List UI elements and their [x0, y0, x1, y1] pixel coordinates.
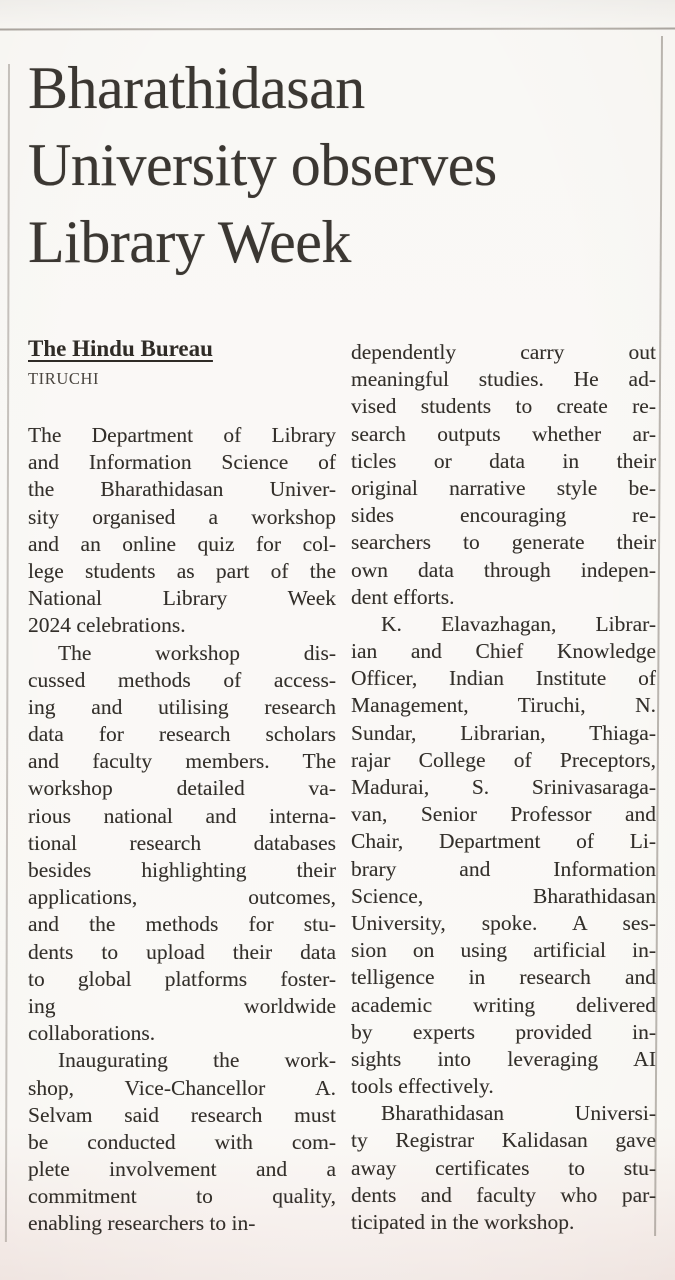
article-column-right [351, 339, 656, 1236]
article-line: University, spoke. A ses- [351, 910, 656, 935]
article-line: rajar College of Preceptors, [351, 747, 656, 772]
article-headline [28, 50, 653, 281]
article-line: own data through indepen- [351, 557, 656, 582]
article-line: and faculty members. The [28, 749, 336, 774]
article-line: collaborations. [28, 1021, 156, 1046]
article-line: Management, Tiruchi, N. [351, 693, 656, 718]
article-line: be conducted with com- [28, 1129, 336, 1154]
article-line: ticipated in the workshop. [351, 1210, 575, 1234]
article-line: The workshop dis- [58, 640, 336, 665]
article-line: National Library Week [28, 586, 336, 611]
article-line: shop, Vice-Chancellor A. [28, 1075, 336, 1100]
article-line: and Information Science of [28, 450, 336, 475]
article-line: cussed methods of access- [28, 667, 336, 692]
article-line: Selvam said research must [28, 1102, 336, 1127]
article-line: commitment to quality, [28, 1184, 336, 1209]
article-line: dents and faculty who par- [351, 1182, 656, 1207]
article-line: searchers to generate their [351, 530, 656, 555]
byline-location: TIRUCHI [28, 369, 100, 388]
article-line: academic writing delivered [351, 992, 656, 1017]
left-edge-rule [5, 64, 10, 1242]
article-line: Chair, Department of Li- [351, 829, 656, 854]
article-line: Bharathidasan Universi- [381, 1101, 656, 1126]
article-line: sights into leveraging AI [351, 1046, 656, 1071]
article-line: rious national and interna- [28, 803, 336, 828]
article-line: and an online quiz for col- [28, 531, 336, 556]
article-column-left [28, 422, 336, 1238]
article-line: 2024 celebrations. [28, 613, 186, 638]
article-line: sity organised a workshop [28, 504, 336, 529]
article-line: sides encouraging re- [351, 503, 656, 528]
article-line: enabling researchers to in- [28, 1211, 256, 1236]
article-line: brary and Information [351, 856, 656, 881]
article-line: vised students to create re- [351, 394, 656, 419]
article-line: search outputs whether ar- [351, 421, 656, 446]
article-line: lege students as part of the [28, 558, 336, 583]
byline [28, 336, 328, 389]
article-line: ing and utilising research [28, 694, 336, 719]
article-line: ticles or data in their [351, 448, 656, 473]
article-line: plete involvement and a [28, 1157, 336, 1182]
article-line: dependently carry out [351, 340, 656, 364]
article-line: van, Senior Professor and [351, 802, 656, 827]
article-line: by experts provided in- [351, 1019, 656, 1044]
article-line: dents to upload their data [28, 939, 336, 964]
article-line: tional research databases [28, 830, 336, 855]
article-line: meaningful studies. He ad- [351, 367, 656, 392]
article-line: to global platforms foster- [28, 966, 336, 991]
article-line: original narrative style be- [351, 475, 656, 500]
article-line: The Department of Library [28, 423, 336, 447]
article-line: the Bharathidasan Univer- [28, 477, 336, 502]
article-line: ty Registrar Kalidasan gave [351, 1128, 656, 1153]
article-line: ian and Chief Knowledge [351, 639, 656, 664]
byline-author: The Hindu Bureau [28, 336, 213, 361]
headline-line: University observes [28, 132, 497, 198]
article-line: workshop detailed va- [28, 776, 336, 801]
article-line: data for research scholars [28, 722, 336, 747]
article-line: Officer, Indian Institute of [351, 666, 656, 691]
article-line: K. Elavazhagan, Librar- [381, 611, 656, 636]
article-line: Science, Bharathidasan [351, 883, 656, 908]
article-line: applications, outcomes, [28, 885, 336, 910]
article-line: away certificates to stu- [351, 1155, 656, 1180]
article-line: tools effectively. [351, 1074, 494, 1099]
article-line: Madurai, S. Srinivasaraga- [351, 775, 656, 799]
article-line: ing worldwide [28, 993, 336, 1018]
article-line: telligence in research and [351, 965, 656, 990]
article-line: besides highlighting their [28, 858, 336, 882]
headline-line: Bharathidasan [28, 55, 365, 121]
top-edge-rule [0, 28, 675, 31]
article-line: Sundar, Librarian, Thiaga- [351, 720, 656, 745]
article-line: Inaugurating the work- [58, 1048, 336, 1073]
article-line: dent efforts. [351, 584, 455, 609]
article-line: and the methods for stu- [28, 912, 336, 937]
article-line: sion on using artificial in- [351, 938, 656, 963]
headline-line: Library Week [28, 209, 351, 275]
